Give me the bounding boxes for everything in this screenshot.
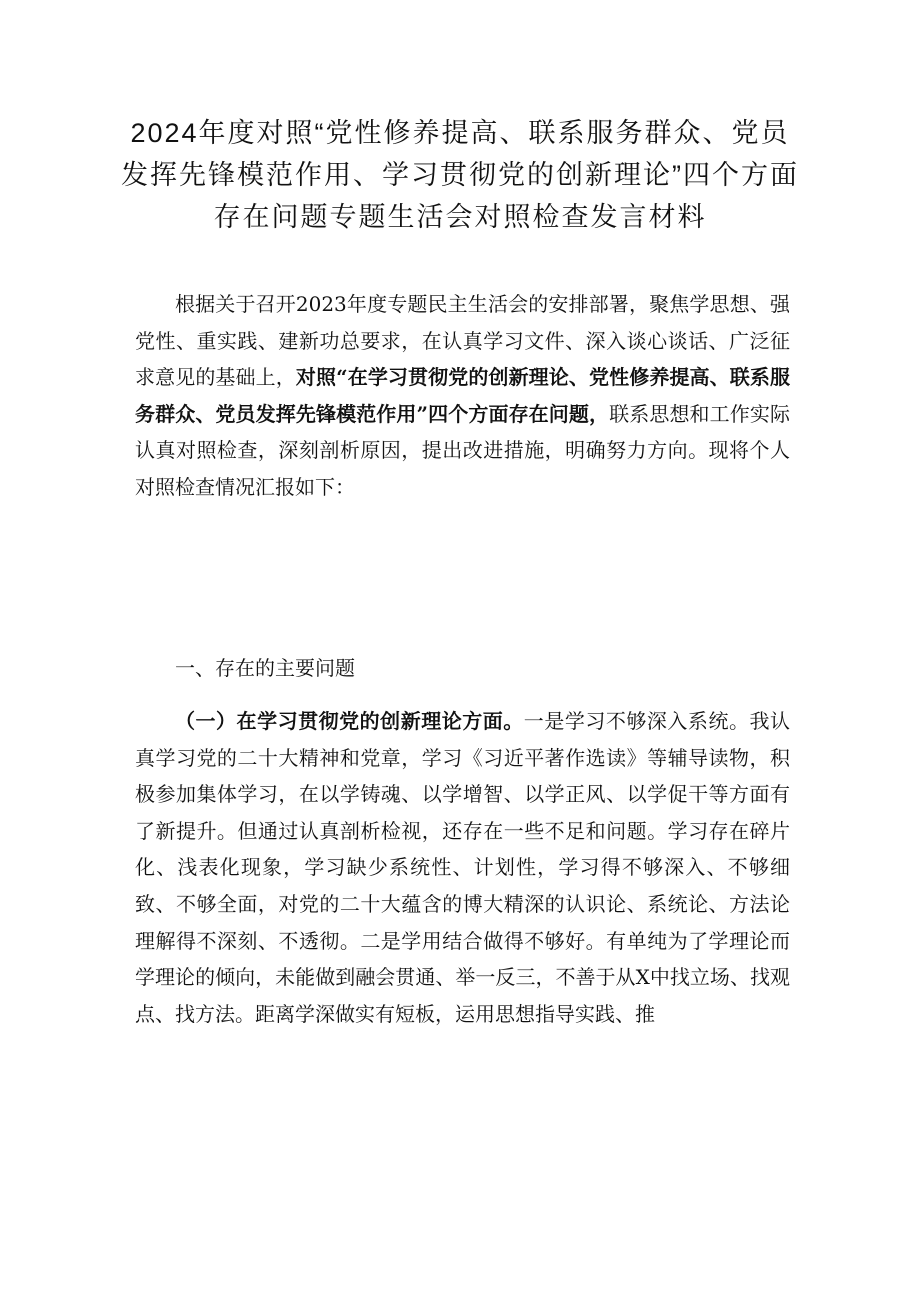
intro-text-bold: 对照“在学习贯彻党的创新理论、党性修养提高、联系服务群众、党员发挥先锋模范作用”四个方面存在问题，	[135, 365, 790, 426]
intro-text-part2: 联系思想和工作实际认真对照检查，深刻剖析原因，提出改进措施，明确努力方向。现将个人对照检查情况汇报如下：	[135, 401, 790, 499]
section-heading: 一、存在的主要问题	[175, 656, 355, 680]
intro-text-part1: 根据关于召开2023年度专题民主生活会的安排部署，聚焦学思想、强党性、重实践、建新功总要求，在认真学习文件、深入谈心谈话、广泛征求意见的基础上，	[135, 292, 790, 390]
subsection-heading: （一）在学习贯彻党的创新理论方面。	[175, 709, 524, 733]
subsection-paragraph	[135, 703, 790, 1032]
intro-paragraph	[135, 286, 790, 506]
subsection-text: 一是学习不够深入系统。我认真学习党的二十大精神和党章，学习《习近平著作选读》等辅导读物，积极参加集体学习，在以学铸魂、以学增智、以学正风、以学促干等方面有了新提升。但通过认真剖析检视，还存在一些不足和问题。学习存在碎片化、浅表化现象，学习缺少系统性、计划性，学习得不够深入、不够细致、不够全面，对党的二十大蕴含的博大精深的认识论、系统论、方法论理解得不深刻、不透彻。二是学用结合做得不够好。有单纯为了学理论而学理论的倾向，未能做到融会贯通、举一反三，不善于从X中找立场、找观点、找方法。距离学深做实有短板，运用思想指导实践、推	[135, 709, 791, 1026]
document-title: 2024年度对照“党性修养提高、联系服务群众、党员发挥先锋模范作用、学习贯彻党的创新理论”四个方面存在问题专题生活会对照检查发言材料	[121, 118, 799, 232]
